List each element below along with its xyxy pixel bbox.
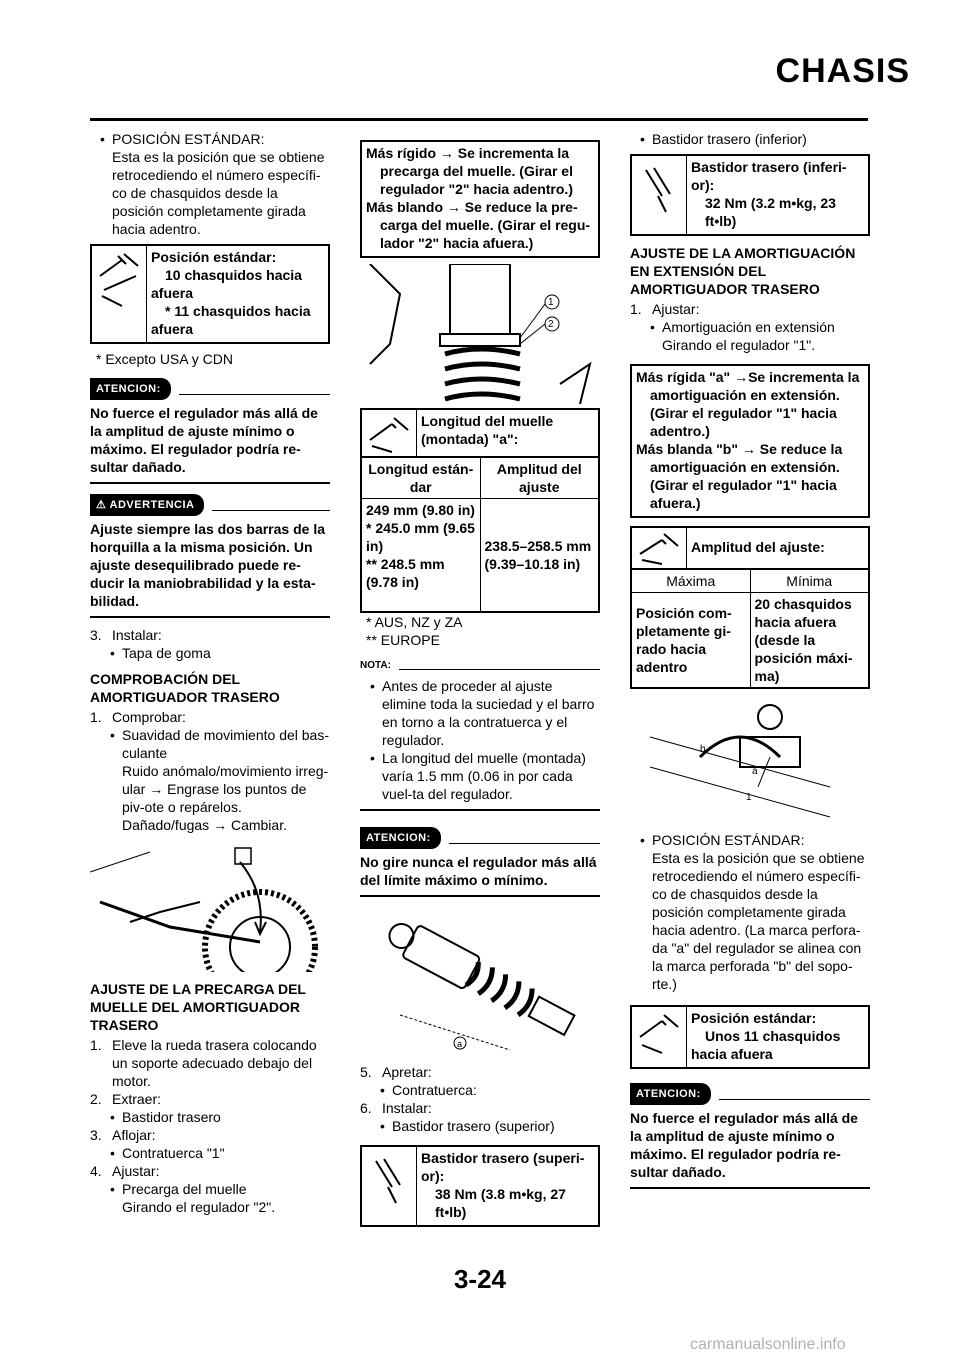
- section-heading-preload: AJUSTE DE LA PRECARGA DEL MUELLE DEL AMORTIGUADOR TRASERO: [90, 981, 306, 1033]
- spec-title: Posición estándar:: [151, 249, 277, 265]
- spec-line: hacia afuera: [691, 1046, 773, 1062]
- box-line: precarga del muelle. (Girar el regulador "2" hacia adentro.): [380, 163, 573, 197]
- spring-length-spec: [360, 408, 600, 613]
- column-2: [360, 130, 600, 1233]
- spring-adjuster-figure: [360, 264, 600, 404]
- warning-text: Ajuste siempre las dos barras de la horquilla a la misma posición. Un ajuste desequilibrado puede re-ducir la maniobrabilidad y la esta-bilidad.: [90, 520, 330, 618]
- preload-step-3: 3. Aflojar:: [90, 1127, 156, 1143]
- check-step-1: 1. Comprobar:: [90, 709, 186, 725]
- preload-direction-box: [360, 140, 600, 258]
- spring-length-table: [362, 457, 598, 611]
- table-cell: Posición com-pletamente gi-rado hacia adentro: [632, 593, 750, 688]
- rebound-adjuster-figure: [630, 697, 870, 825]
- wrench-icon: [362, 410, 417, 456]
- spec-value: 38 Nm (3.8 m•kg, 27 ft•lb): [435, 1186, 566, 1220]
- note-body: [360, 677, 600, 811]
- spec-title: Bastidor trasero (inferi-or):: [691, 159, 847, 193]
- table-footnote: * AUS, NZ y ZA: [366, 614, 463, 630]
- caution-text: No fuerce el regulador más allá de la amplitud de ajuste mínimo o máximo. El regulador podría re-sultar dañado.: [90, 404, 330, 484]
- table-cell: 249 mm (9.80 in) * 245.0 mm (9.65 in) ** 248.5 mm (9.78 in): [362, 499, 480, 612]
- spec-title: Amplitud del ajuste:: [691, 539, 825, 555]
- spec-footnote: * Excepto USA y CDN: [96, 351, 233, 367]
- page-title: CHASIS: [775, 52, 910, 90]
- table-cell: 20 chasquidos hacia afuera (desde la posición máxi-ma): [750, 593, 868, 688]
- step-6: 6. Instalar:: [360, 1100, 432, 1116]
- bullet-standard-position: • POSICIÓN ESTÁNDAR:: [640, 832, 805, 848]
- box-line: amortiguación en extensión. (Girar el regulador "1" hacia afuera.): [650, 459, 840, 511]
- adjust-range-spec: [630, 526, 870, 689]
- table-footnote: ** EUROPE: [366, 632, 440, 648]
- step-6-item: • Bastidor trasero (superior): [380, 1118, 555, 1134]
- wrench-icon: [632, 1007, 687, 1067]
- section-heading-check: COMPROBACIÓN DEL AMORTIGUADOR TRASERO: [90, 671, 280, 705]
- torque-spec-upper: [360, 1145, 600, 1227]
- standard-position-text: Esta es la posición que se obtiene retrocediendo el número específi-co de chasquidos desde la posición completamente girada hacia adentro. (La marca perfora-da "a" del regulador se alinea con la marca perforada "b" del sopo-rte.): [652, 850, 865, 992]
- box-line: Más rígido → Se incrementa la: [366, 145, 570, 161]
- spec-line: Unos 11 chasquidos: [705, 1028, 841, 1044]
- header-rule: [90, 118, 868, 121]
- spec-line: afuera: [151, 285, 194, 301]
- spec-title: Posición estándar:: [691, 1010, 817, 1026]
- caution-block: [630, 1083, 870, 1189]
- table-header: Máxima: [632, 570, 750, 593]
- preload-step-3-item: • Contratuerca "1": [110, 1145, 225, 1161]
- spec-box-standard-position: [630, 1005, 870, 1069]
- warning-tag-label: ADVERTENCIA: [109, 499, 195, 511]
- warning-block: [90, 494, 330, 618]
- preload-step-4: 4. Ajustar:: [90, 1163, 160, 1179]
- spec-box-standard-position: [90, 244, 330, 344]
- figure-label-1: 1: [548, 297, 554, 308]
- torque-wrench-icon: [632, 156, 687, 234]
- caution-block: [90, 378, 330, 484]
- caution-tag: ATENCION:: [360, 827, 441, 849]
- warning-tag: ⚠ ADVERTENCIA: [90, 494, 204, 516]
- step-3-item: • Tapa de goma: [110, 645, 211, 661]
- figure-label-a: a: [457, 1039, 463, 1049]
- table-header: Longitud están-dar: [362, 458, 480, 499]
- caution-text: No fuerce el regulador más allá de la amplitud de ajuste mínimo o máximo. El regulador podría re-sultar dañado.: [630, 1109, 870, 1189]
- rebound-item: • Amortiguación en extensión: [650, 319, 835, 335]
- rebound-text: Girando el regulador "1".: [662, 337, 816, 353]
- section-heading-rebound: AJUSTE DE LA AMORTIGUACIÓN EN EXTENSIÓN DEL AMORTIGUADOR TRASERO: [630, 245, 856, 297]
- spec-value: 32 Nm (3.2 m•kg, 23 ft•lb): [705, 195, 836, 229]
- wrench-icon: [92, 246, 147, 342]
- page-number: 3-24: [453, 1264, 507, 1294]
- watermark: carmanualsonline.info: [690, 1336, 846, 1353]
- note-header: [360, 657, 600, 675]
- table-header: Mínima: [750, 570, 868, 593]
- spec-line: 10 chasquidos hacia: [165, 267, 302, 283]
- table-cell: 238.5–258.5 mm (9.39–10.18 in): [480, 499, 598, 612]
- torque-spec-lower: [630, 154, 870, 236]
- preload-step-2-item: • Bastidor trasero: [110, 1109, 221, 1125]
- spec-line: * 11 chasquidos hacia: [165, 303, 311, 319]
- preload-step-4-text: Girando el regulador "2".: [122, 1199, 276, 1215]
- standard-position-text: Esta es la posición que se obtiene retrocediendo el número específi-co de chasquidos desde la posición completamente girada hacia adentro.: [112, 149, 325, 237]
- check-text-1: Ruido anómalo/movimiento irreg-ular → Engrase los puntos de piv-ote o repárelos.: [122, 763, 329, 815]
- caution-tag: ATENCION:: [630, 1083, 711, 1105]
- swingarm-figure: [90, 842, 330, 972]
- preload-step-4-item: • Precarga del muelle: [110, 1181, 247, 1197]
- note-item: • La longitud del muelle (montada) varía 1.5 mm (0.06 in por cada vuel-ta del regulador.: [370, 750, 586, 802]
- wrench-icon: [632, 528, 687, 568]
- bullet-standard-position: • POSICIÓN ESTÁNDAR:: [100, 131, 265, 147]
- step-5: 5. Apretar:: [360, 1064, 432, 1080]
- preload-step-1: 1. Eleve la rueda trasera colocando un soporte adecuado debajo del motor.: [90, 1037, 317, 1089]
- rebound-step-1: 1. Ajustar:: [630, 301, 700, 317]
- check-item: • Suavidad de movimiento del bas-culante: [110, 727, 330, 761]
- rebound-direction-box: [630, 364, 870, 518]
- bullet-rear-frame-lower: • Bastidor trasero (inferior): [640, 131, 807, 147]
- box-line: Más blanda "b" → Se reduce la: [636, 441, 843, 457]
- spec-title: Longitud del muelle (montada) "a":: [421, 413, 554, 447]
- figure-label-2: 2: [548, 319, 554, 330]
- box-line: amortiguación en extensión. (Girar el regulador "1" hacia adentro.): [650, 387, 840, 439]
- preload-step-2: 2. Extraer:: [90, 1091, 162, 1107]
- table-header: Amplitud del ajuste: [480, 458, 598, 499]
- caution-block: [360, 827, 600, 897]
- box-line: carga del muelle. (Girar el regu-lador "2" hacia afuera.): [380, 217, 591, 251]
- column-1: [90, 130, 330, 1216]
- step-3: 3. Instalar:: [90, 627, 162, 643]
- column-3: [630, 130, 870, 1197]
- box-line: Más rígida "a" →Se incrementa la: [636, 369, 860, 385]
- note-item: • Antes de proceder al ajuste elimine toda la suciedad y el barro en torno a la contratuerca y el regulador.: [370, 678, 595, 748]
- caution-tag: ATENCION:: [90, 378, 171, 400]
- step-5-item: • Contratuerca:: [380, 1082, 477, 1098]
- figure-label-b: b: [700, 744, 706, 755]
- note-tag: NOTA:: [360, 660, 391, 671]
- figure-label-a: a: [752, 766, 758, 777]
- spec-title: Bastidor trasero (superi-or):: [421, 1150, 585, 1184]
- check-text-2: Dañado/fugas → Cambiar.: [122, 817, 287, 833]
- shock-absorber-figure: [360, 905, 600, 1055]
- figure-label-1: 1: [746, 792, 752, 803]
- adjust-range-table: [632, 569, 868, 687]
- spec-line: afuera: [151, 321, 194, 337]
- torque-wrench-icon: [362, 1147, 417, 1225]
- box-line: Más blando → Se reduce la pre-: [366, 199, 578, 215]
- caution-text: No gire nunca el regulador más allá del límite máximo o mínimo.: [360, 853, 600, 897]
